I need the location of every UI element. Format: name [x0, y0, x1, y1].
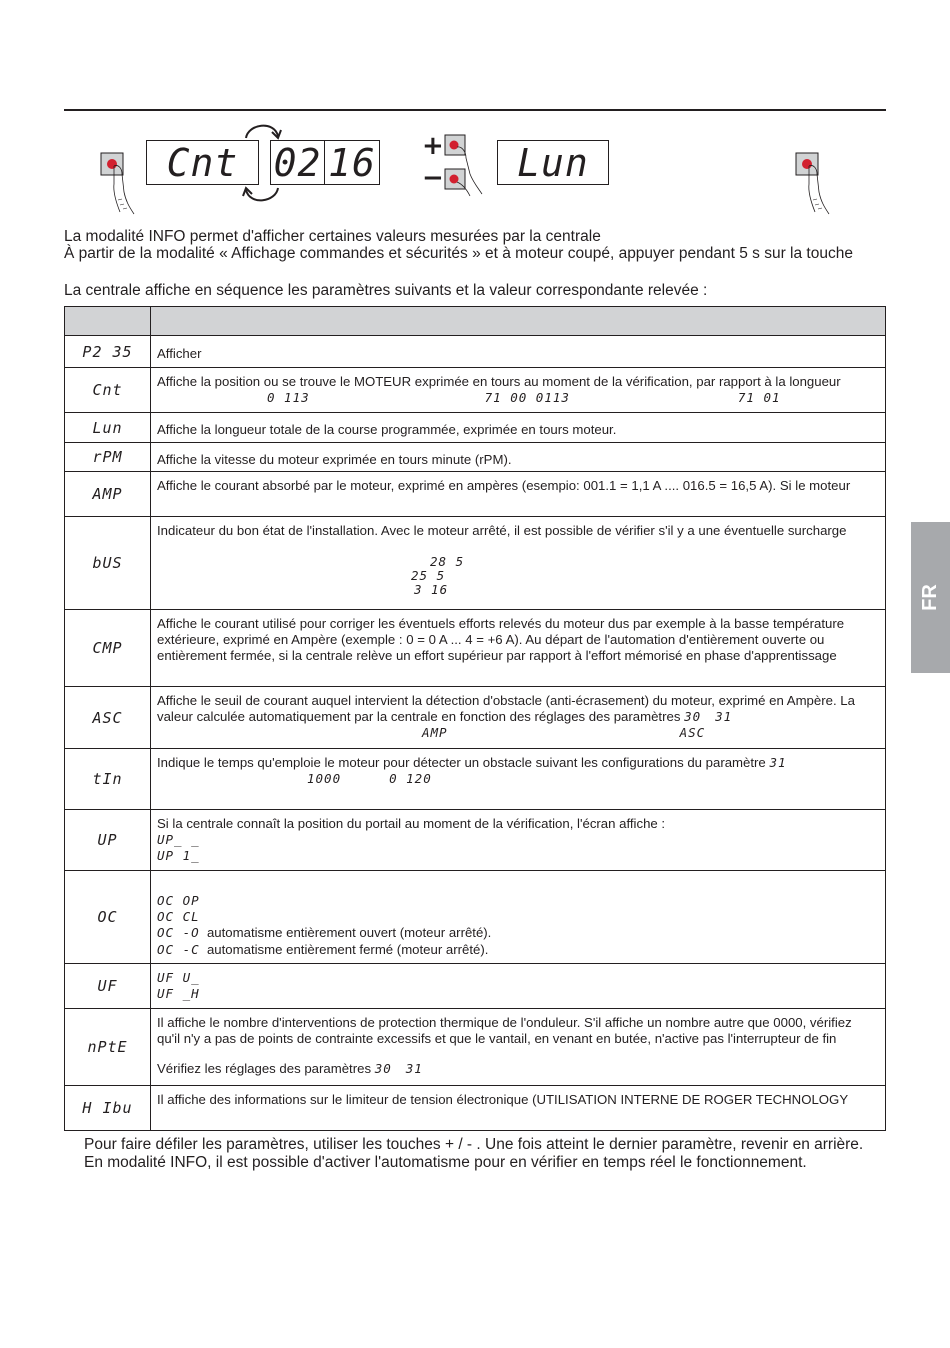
display-divider: [203, 140, 259, 185]
param-description: OC OP OC CL OC -O automatisme entièrement ouvert (moteur arrêté). OC -C automatisme entièrement fermé (moteur arrêté).: [151, 871, 886, 964]
param-description: Affiche le seuil de courant auquel intervient la détection d'obstacle (anti-écrasement) du moteur, exprimé en Ampère. La valeur calculée automatiquement par la centrale en fonction des réglages des paramètres 30 31 AMP ASC: [151, 687, 886, 749]
intro-line-2: À partir de la modalité « Affichage commandes et sécurités » et à moteur coupé, appuyer pendant 5 s sur la touche: [64, 245, 853, 262]
press-button-icon: [100, 152, 142, 216]
display-value-low: 16: [324, 140, 380, 185]
param-description: Affiche la vitesse du moteur exprimée en tours minute (rPM).: [151, 443, 886, 472]
table-row: [65, 749, 886, 810]
param-code: tIn: [65, 749, 151, 810]
top-rule: [64, 109, 886, 111]
minus-sign: −: [422, 163, 444, 193]
param-description: UF U_ UF _H: [151, 964, 886, 1009]
table-row: [65, 1086, 886, 1131]
table-row: [65, 368, 886, 413]
param-description: Il affiche des informations sur le limiteur de tension électronique (UTILISATION INTERNE DE ROGER TECHNOLOGY: [151, 1086, 886, 1131]
param-code: nPtE: [65, 1009, 151, 1086]
param-code: Lun: [65, 413, 151, 443]
cycle-arrow-top-icon: [240, 118, 284, 142]
param-code: H Ibu: [65, 1086, 151, 1131]
table-row: [65, 472, 886, 517]
table-row: [65, 810, 886, 871]
param-code: ASC: [65, 687, 151, 749]
table-row: [65, 964, 886, 1009]
param-description: Indique le temps qu'emploie le moteur pour détecter un obstacle suivant les configurations du paramètre 31 1000 0 120: [151, 749, 886, 810]
table-row: [65, 443, 886, 472]
display-next-parameter: Lun: [497, 140, 609, 185]
param-description: Affiche la position ou se trouve le MOTEUR exprimée en tours au moment de la vérification, par rapport à la longueur 0 113 71 00 0113 71 01: [151, 368, 886, 413]
param-code: CMP: [65, 610, 151, 687]
param-description: Il affiche le nombre d'interventions de protection thermique de l'onduleur. S'il affiche un nombre autre que 0000, vérifiez qu'il n'y a pas de points de contrainte excessifs et que le vantail, en venant en butée, n'active pas l'interrupteur de fin Vérifiez les réglages des paramètres 30 31: [151, 1009, 886, 1086]
cycle-arrow-bottom-icon: [240, 184, 284, 208]
table-row: [65, 687, 886, 749]
param-description: Afficher: [151, 336, 886, 368]
table-header-row: [65, 307, 886, 336]
param-code: OC: [65, 871, 151, 964]
footer-line-2: En modalité INFO, il est possible d'activer l'automatisme pour en vérifier en temps réel le fonctionnement.: [84, 1154, 807, 1171]
display-parameter: Cnt: [146, 140, 259, 185]
param-code: bUS: [65, 517, 151, 610]
footer-text: [84, 1136, 863, 1172]
param-description: Affiche la longueur totale de la course programmée, exprimée en tours moteur.: [151, 413, 886, 443]
language-tab-label: FR: [918, 584, 941, 611]
param-code: P2 35: [65, 336, 151, 368]
language-tab: [911, 522, 950, 673]
parameters-table: [64, 306, 886, 1131]
param-description: Affiche le courant absorbé par le moteur, exprimé en ampères (esempio: 001.1 = 1,1 A .... 016.5 = 16,5 A). Si le moteur: [151, 472, 886, 517]
table-row: [65, 413, 886, 443]
intro-line-3: La centrale affiche en séquence les paramètres suivants et la valeur correspondante relevée :: [64, 282, 708, 299]
table-row: [65, 1009, 886, 1086]
plus-sign: +: [422, 131, 444, 161]
param-code: AMP: [65, 472, 151, 517]
param-code: Cnt: [65, 368, 151, 413]
display-value-high: 02: [270, 140, 325, 185]
param-description: Affiche le courant utilisé pour corriger les éventuels efforts relevés du moteur dus par exemple à la basse température extérieure, exprimé en Ampère (exemple : 0 = 0 A ... 4 = +6 A). Au départ de l'automation d'entièrement ouverte ou entièrement fermée, si la centrale relève un effort supérieur par rapport à l'effort mémorisé en phase d'apprentissage: [151, 610, 886, 687]
param-description: Indicateur du bon état de l'installation. Avec le moteur arrêté, il est possible de vérifier s'il y a une éventuelle surcharge 28 5 25 5 3 16: [151, 517, 886, 610]
plus-minus-buttons-icon: [444, 134, 488, 198]
param-description: Si la centrale connaît la position du portail au moment de la vérification, l'écran affiche : UP_ _ UP 1_: [151, 810, 886, 871]
intro-line-1: La modalité INFO permet d'afficher certaines valeurs mesurées par la centrale: [64, 228, 601, 245]
footer-line-1: Pour faire défiler les paramètres, utiliser les touches + / - . Une fois atteint le dernier paramètre, revenir en arrière.: [84, 1136, 864, 1153]
param-code: rPM: [65, 443, 151, 472]
press-button-right-icon: [795, 152, 837, 216]
table-row: [65, 336, 886, 368]
table-row: [65, 871, 886, 964]
param-code: UF: [65, 964, 151, 1009]
table-row: [65, 610, 886, 687]
param-code: UP: [65, 810, 151, 871]
table-row: [65, 517, 886, 610]
